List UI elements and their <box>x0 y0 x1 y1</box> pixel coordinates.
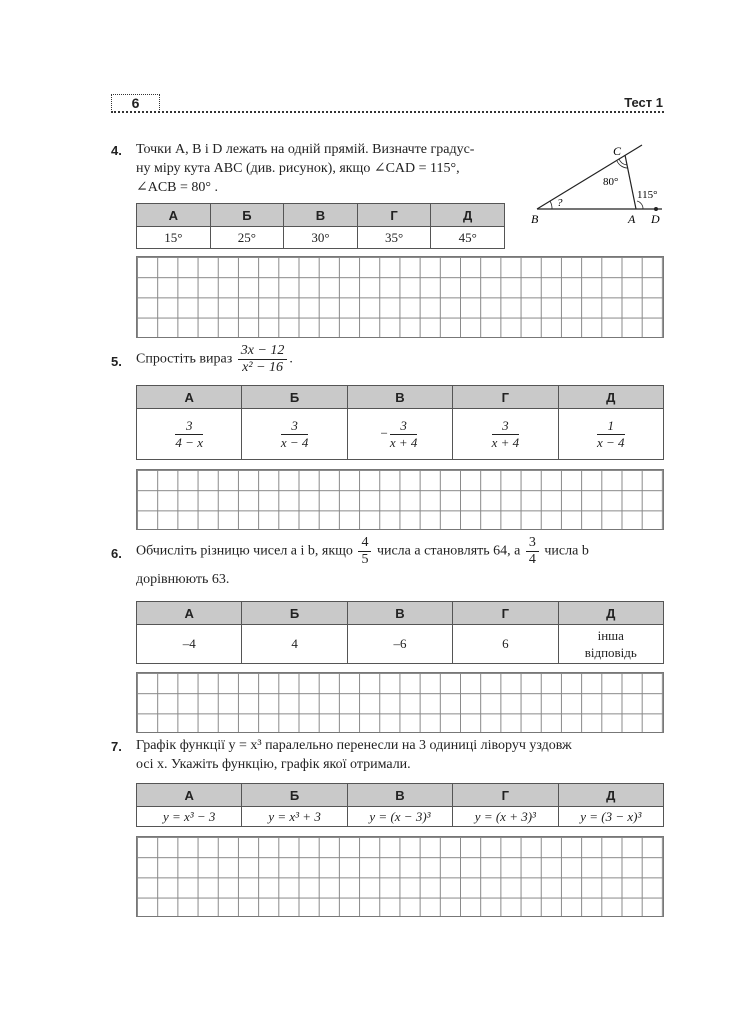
expr-denominator: x² − 16 <box>242 360 284 375</box>
question-4-text <box>136 140 511 197</box>
page-number: 6 <box>111 94 160 112</box>
q5-header-g: Г <box>453 386 558 409</box>
question-4-line3: ∠ACB = 80° . <box>136 180 219 195</box>
q5-answer-g: $\frac{3}{x + 4}$ <box>453 409 558 460</box>
question-6-number: 6. <box>111 546 122 561</box>
q7-answer-g: y = (x + 3)³ <box>453 807 558 827</box>
question-7-number: 7. <box>111 739 122 754</box>
q5-header-b: Б <box>242 386 347 409</box>
question-6-part1: Обчисліть різницю чисел a і b, якщо <box>136 543 353 559</box>
figure-unknown-angle: ? <box>557 197 563 209</box>
q4-answer-b: 25° <box>210 227 284 249</box>
question-4-line2: ну міру кута ABC (див. рисунок), якщо ∠CAD = 115°, <box>136 161 460 176</box>
q7-answer-v: y = (x − 3)³ <box>347 807 452 827</box>
figure-label-d: D <box>651 212 660 226</box>
q5-header-a: А <box>137 386 242 409</box>
question-4-scratch-grid[interactable] <box>136 256 664 338</box>
q6-header-a: А <box>137 602 242 625</box>
question-7-text <box>136 736 664 774</box>
q6-answer-a: –4 <box>137 625 242 664</box>
header-divider <box>111 111 664 113</box>
q4-header-g: Г <box>357 204 431 227</box>
q7-header-a: А <box>137 784 242 807</box>
q4-answer-a: 15° <box>137 227 211 249</box>
expr-numerator: 3x − 12 <box>238 343 288 360</box>
figure-label-a: A <box>628 212 636 226</box>
question-5-scratch-grid[interactable] <box>136 469 664 530</box>
q7-answer-b: y = x³ + 3 <box>242 807 347 827</box>
fraction-four-fifths: $\frac{4}{5}$ <box>358 535 371 568</box>
q4-answer-d: 45° <box>431 227 505 249</box>
q6-answer-d: інша відповідь <box>558 625 663 664</box>
q5-header-v: В <box>347 386 452 409</box>
question-5-answer-table <box>136 385 664 460</box>
question-7-scratch-grid[interactable] <box>136 836 664 917</box>
fraction-three-quarters: $\frac{3}{4}$ <box>526 535 539 568</box>
test-label: Тест 1 <box>624 95 663 110</box>
q4-answer-v: 30° <box>284 227 358 249</box>
question-5-prompt: Спростіть вираз <box>136 351 233 367</box>
question-7-line2: осі x. Укажіть функцію, графік якої отримали. <box>136 757 411 772</box>
q7-header-b: Б <box>242 784 347 807</box>
q5-answer-v: − $\frac{3}{x + 4}$ <box>347 409 452 460</box>
question-4-number: 4. <box>111 143 122 158</box>
q6-header-b: Б <box>242 602 347 625</box>
question-7-line1: Графік функції y = x³ паралельно перенесли на 3 одиниці ліворуч уздовж <box>136 738 572 753</box>
question-6-text <box>136 535 664 589</box>
question-6-part2: числа a становлять 64, а <box>376 543 521 559</box>
q7-header-g: Г <box>453 784 558 807</box>
q4-header-d: Д <box>431 204 505 227</box>
question-5-expression <box>238 343 288 376</box>
q5-answer-b: $\frac{3}{x - 4}$ <box>242 409 347 460</box>
q7-answer-a: y = x³ − 3 <box>137 807 242 827</box>
question-6-answer-table <box>136 601 664 664</box>
q4-header-b: Б <box>210 204 284 227</box>
q5-answer-d: $\frac{1}{x - 4}$ <box>558 409 663 460</box>
q6-header-d: Д <box>558 602 663 625</box>
question-4-line1: Точки A, B і D лежать на одній прямій. Визначте градус- <box>136 142 475 157</box>
q5-answer-a: $\frac{3}{4 - x}$ <box>137 409 242 460</box>
q7-header-v: В <box>347 784 452 807</box>
question-6-scratch-grid[interactable] <box>136 672 664 733</box>
q7-answer-d: y = (3 − x)³ <box>558 807 663 827</box>
q5-header-d: Д <box>558 386 663 409</box>
q7-header-d: Д <box>558 784 663 807</box>
question-4-answer-table <box>136 203 505 249</box>
triangle-figure <box>520 140 670 230</box>
q6-answer-b: 4 <box>242 625 347 664</box>
question-7-answer-table <box>136 783 664 827</box>
figure-label-c: C <box>613 144 622 158</box>
question-6-line2: дорівнюють 63. <box>136 572 230 587</box>
question-5-end: . <box>289 351 293 367</box>
q4-header-a: А <box>137 204 211 227</box>
figure-label-b: B <box>531 212 539 226</box>
question-5-text <box>136 343 293 376</box>
figure-angle-c: 80° <box>603 176 619 188</box>
q6-answer-v: –6 <box>347 625 452 664</box>
figure-angle-ext: 115° <box>637 189 658 201</box>
q4-answer-g: 35° <box>357 227 431 249</box>
q6-answer-g: 6 <box>453 625 558 664</box>
q6-header-g: Г <box>453 602 558 625</box>
q4-header-v: В <box>284 204 358 227</box>
question-6-part3: числа b <box>544 543 589 559</box>
question-5-number: 5. <box>111 354 122 369</box>
q6-header-v: В <box>347 602 452 625</box>
